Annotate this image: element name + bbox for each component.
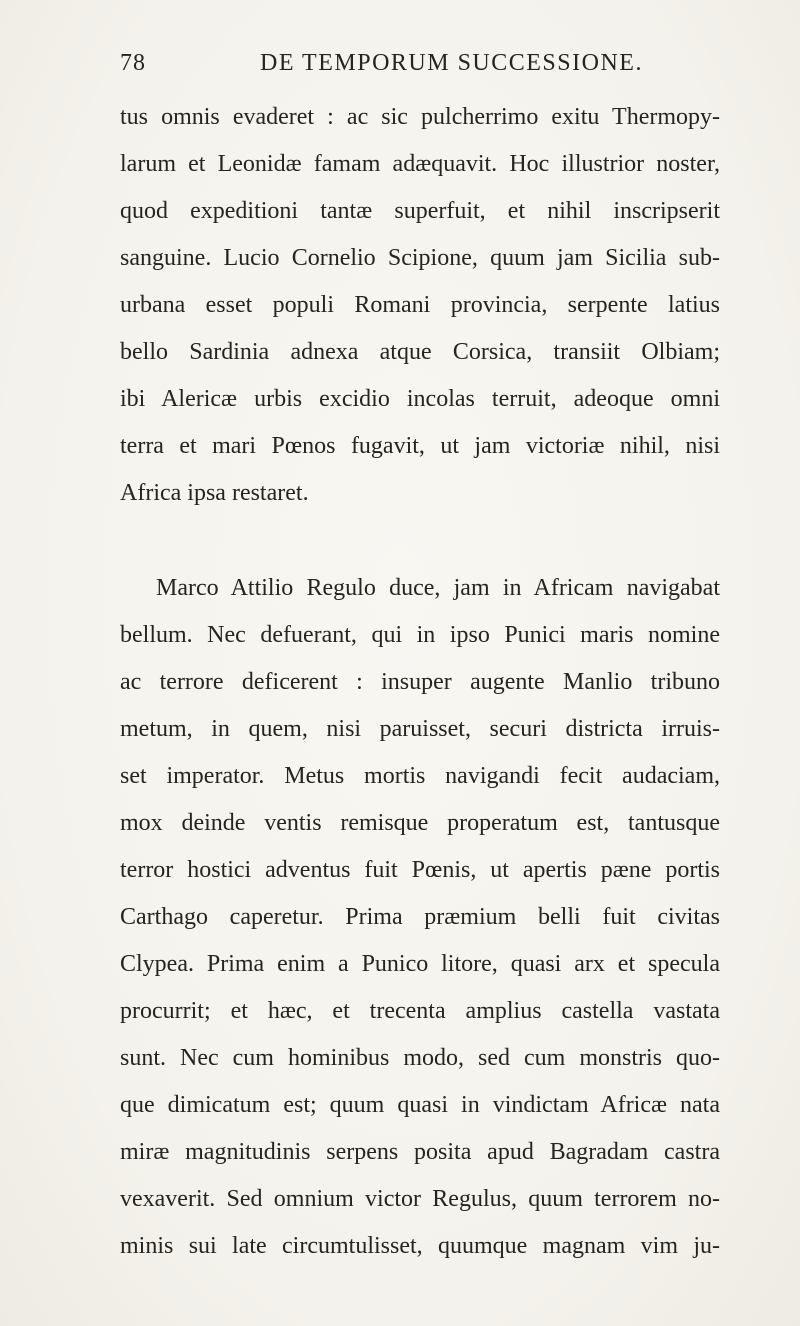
text-line: vexaverit. Sed omnium victor Regulus, quum terrorem no- (120, 1186, 720, 1212)
text-line: metum, in quem, nisi paruisset, securi districta irruis- (120, 716, 720, 742)
text-line: quod expeditioni tantæ superfuit, et nihil inscripserit (120, 198, 720, 224)
text-line: procurrit; et hæc, et trecenta amplius castella vastata (120, 998, 720, 1024)
text-line: urbana esset populi Romani provincia, serpente latius (120, 292, 720, 318)
text-line: ibi Alericæ urbis excidio incolas terruit, adeoque omni (120, 386, 720, 412)
text-line: miræ magnitudinis serpens posita apud Bagradam castra (120, 1139, 720, 1165)
page-number: 78 (120, 50, 146, 76)
paragraph-1 (120, 94, 720, 517)
text-line: Clypea. Prima enim a Punico litore, quasi arx et specula (120, 951, 720, 977)
text-line: bellum. Nec defuerant, qui in ipso Punici maris nomine (120, 622, 720, 648)
text-line: bello Sardinia adnexa atque Corsica, transiit Olbiam; (120, 339, 720, 365)
text-line: mox deinde ventis remisque properatum est, tantusque (120, 810, 720, 836)
text-line: que dimicatum est; quum quasi in vindictam Africæ nata (120, 1092, 720, 1118)
text-line: minis sui late circumtulisset, quumque magnam vim ju- (120, 1233, 720, 1259)
text-line: sanguine. Lucio Cornelio Scipione, quum jam Sicilia sub- (120, 245, 720, 271)
paragraph-2 (120, 565, 720, 1270)
text-line: tus omnis evaderet : ac sic pulcherrimo exitu Thermopy- (120, 104, 720, 130)
text-line: ac terrore deficerent : insuper augente Manlio tribuno (120, 669, 720, 695)
text-line: terror hostici adventus fuit Pœnis, ut apertis pæne portis (120, 857, 720, 883)
running-title: DE TEMPORUM SUCCESSIONE. (260, 50, 643, 76)
text-line: set imperator. Metus mortis navigandi fecit audaciam, (120, 763, 720, 789)
text-line: terra et mari Pœnos fugavit, ut jam victoriæ nihil, nisi (120, 433, 720, 459)
text-line: sunt. Nec cum hominibus modo, sed cum monstris quo- (120, 1045, 720, 1071)
text-line: Carthago caperetur. Prima præmium belli fuit civitas (120, 904, 720, 930)
text-line: Africa ipsa restaret. (120, 480, 309, 506)
page-header (120, 50, 720, 90)
text-line: Marco Attilio Regulo duce, jam in Africam navigabat (156, 575, 720, 601)
text-line: larum et Leonidæ famam adæquavit. Hoc illustrior noster, (120, 151, 720, 177)
